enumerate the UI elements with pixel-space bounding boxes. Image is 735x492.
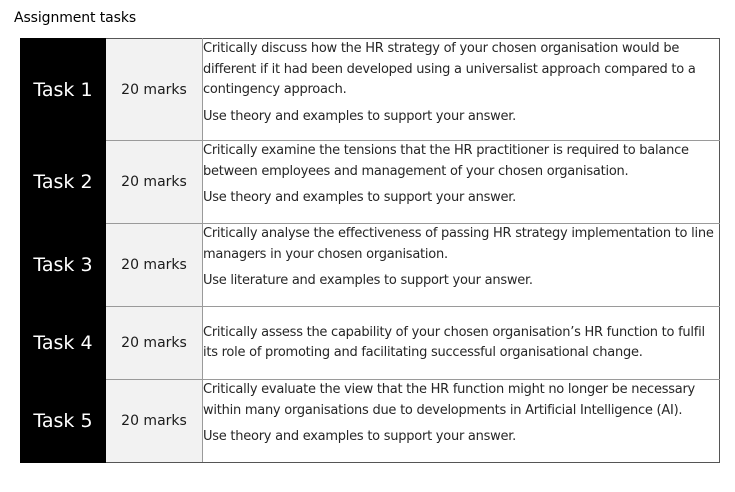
task-marks: 20 marks: [106, 141, 203, 224]
table-row: [21, 307, 720, 380]
page-title: Assignment tasks: [14, 10, 137, 26]
task-prompt: Critically assess the capability of your chosen organisation’s HR function to fulfil its role of promoting and facilitating successful organisational change.: [203, 324, 705, 360]
task-name: Task 5: [21, 380, 106, 463]
task-marks: 20 marks: [106, 224, 203, 307]
table-row: [21, 224, 720, 307]
task-support-note: Use theory and examples to support your answer.: [203, 429, 517, 444]
task-support-note: Use literature and examples to support your answer.: [203, 273, 533, 288]
table-row: [21, 141, 720, 224]
task-marks: 20 marks: [106, 380, 203, 463]
task-description: [203, 307, 720, 380]
assignment-tasks-table: [20, 38, 720, 463]
task-name: Task 3: [21, 224, 106, 307]
task-marks: 20 marks: [106, 39, 203, 141]
task-description: [203, 39, 720, 141]
task-prompt: Critically examine the tensions that the HR practitioner is required to balance between employees and management of your chosen organisation.: [203, 143, 689, 179]
task-description: [203, 141, 720, 224]
task-name: Task 2: [21, 141, 106, 224]
task-prompt: Critically analyse the effectiveness of passing HR strategy implementation to line managers in your chosen organisation.: [203, 226, 714, 262]
task-description: [203, 380, 720, 463]
task-support-note: Use theory and examples to support your answer.: [203, 108, 517, 124]
task-name: Task 1: [21, 39, 106, 141]
task-marks: 20 marks: [106, 307, 203, 380]
task-prompt: Critically evaluate the view that the HR function might no longer be necessary within many organisations due to developments in Artificial Intelligence (AI).: [203, 382, 695, 418]
task-name: Task 4: [21, 307, 106, 380]
task-support-note: Use theory and examples to support your answer.: [203, 190, 517, 205]
table-row: [21, 380, 720, 463]
task-prompt: Critically discuss how the HR strategy of your chosen organisation would be different if it had been developed using a universalist approach compared to a contingency approach.: [203, 41, 696, 97]
task-description: [203, 224, 720, 307]
table-row: [21, 39, 720, 141]
